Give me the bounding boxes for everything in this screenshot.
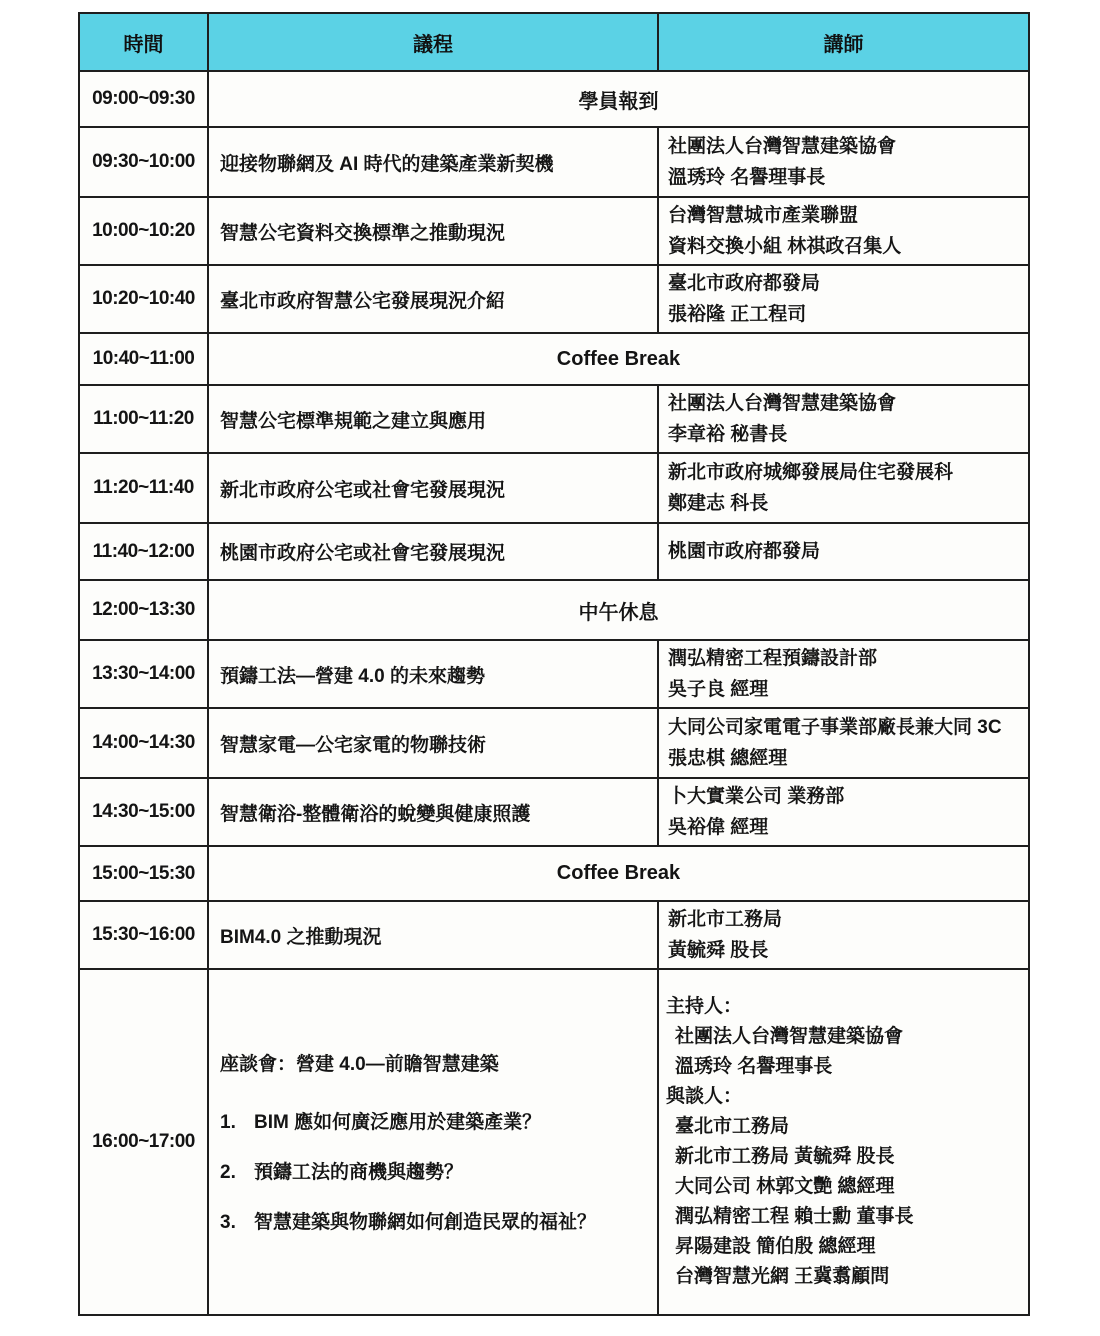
header-row [79,13,1029,71]
time-cell: 14:30~15:00 [79,778,208,846]
speaker-person: 吳子良 經理 [668,679,769,700]
speaker-person: 李章裕 秘書長 [668,424,788,445]
header-cell-agenda: 議程 [208,13,658,71]
agenda-cell: 智慧衛浴-整體衛浴的蛻變與健康照護 [208,778,658,846]
table-row [79,197,1029,265]
table-row [79,778,1029,846]
table-row [79,523,1029,580]
agenda-cell: 智慧公宅資料交換標準之推動現況 [208,197,658,265]
panel-question-number: 2. [220,1161,236,1183]
speaker-person: 鄭建志 科長 [668,493,769,514]
time-cell: 11:00~11:20 [79,385,208,453]
time-cell: 10:20~10:40 [79,265,208,333]
time-cell: 12:00~13:30 [79,580,208,640]
table-row [79,901,1029,969]
speaker-org: 潤弘精密工程預鑄設計部 [668,648,878,669]
speaker-person: 張裕隆 正工程司 [668,304,807,325]
agenda-cell: 新北市政府公宅或社會宅發展現況 [208,453,658,523]
speaker-person: 吳裕偉 經理 [668,817,769,838]
time-cell: 10:40~11:00 [79,333,208,385]
speaker-cell [658,127,1029,197]
speaker-org: 新北市工務局 [668,909,783,930]
panel-agenda-cell [208,969,658,1315]
panel-role-label: 主持人： [666,996,743,1017]
time-cell: 11:20~11:40 [79,453,208,523]
agenda-cell: 迎接物聯網及 AI 時代的建築產業新契機 [208,127,658,197]
table-row [79,385,1029,453]
header-cell-time: 時間 [79,13,208,71]
agenda-cell: 預鑄工法—營建 4.0 的未來趨勢 [208,640,658,708]
speaker-org: 桃園市政府都發局 [668,541,821,562]
speaker-person: 張忠棋 總經理 [668,748,788,769]
speaker-cell [658,385,1029,453]
panel-question-text: 預鑄工法的商機與趨勢？ [254,1161,464,1183]
time-cell: 11:40~12:00 [79,523,208,580]
schedule-table [78,12,1030,1316]
time-cell: 16:00~17:00 [79,969,208,1315]
table-row [79,640,1029,708]
table-row [79,127,1029,197]
panel-speaker-line: 臺北市工務局 [675,1116,790,1137]
table-row [79,708,1029,778]
agenda-cell: 智慧家電—公宅家電的物聯技術 [208,708,658,778]
table-row [79,453,1029,523]
speaker-person: 資料交換小組 林祺政召集人 [668,236,902,257]
speaker-org: 台灣智慧城市產業聯盟 [668,205,859,226]
speaker-cell [658,708,1029,778]
panel-question-text: 智慧建築與物聯網如何創造民眾的福祉？ [254,1211,597,1233]
table-row-coffee-break-1 [79,333,1029,385]
panel-speaker-line: 台灣智慧光網 王冀翥顧問 [675,1266,890,1287]
panel-speaker-line: 大同公司 林郭文艷 總經理 [675,1176,895,1197]
time-cell: 15:30~16:00 [79,901,208,969]
agenda-cell: 智慧公宅標準規範之建立與應用 [208,385,658,453]
panel-question [220,1160,649,1186]
speaker-org: 卜大實業公司 業務部 [668,786,845,807]
time-cell: 09:00~09:30 [79,71,208,127]
table-row [79,265,1029,333]
span-cell-coffee-break: Coffee Break [208,846,1029,901]
speaker-cell [658,197,1029,265]
time-cell: 15:00~15:30 [79,846,208,901]
panel-speaker-line: 溫琇玲 名譽理事長 [675,1056,833,1077]
speaker-person: 溫琇玲 名譽理事長 [668,167,826,188]
span-cell-registration: 學員報到 [208,71,1029,127]
speaker-cell [658,453,1029,523]
speaker-org: 社團法人台灣智慧建築協會 [668,136,897,157]
panel-speaker-line: 潤弘精密工程 賴士勳 董事長 [675,1206,914,1227]
speaker-org: 社團法人台灣智慧建築協會 [668,393,897,414]
panel-title: 座談會：營建 4.0—前瞻智慧建築 [220,1053,499,1075]
panel-speaker-cell [658,969,1029,1315]
time-cell: 09:30~10:00 [79,127,208,197]
panel-question-number: 1. [220,1111,236,1133]
speaker-org: 臺北市政府都發局 [668,273,821,294]
table-row-panel [79,969,1029,1315]
speaker-person: 黃毓舜 股長 [668,940,769,961]
panel-role-label: 與談人： [666,1086,743,1107]
span-cell-coffee-break: Coffee Break [208,333,1029,385]
speaker-org: 大同公司家電電子事業部廠長兼大同 3C [668,717,1002,738]
panel-speaker-line: 新北市工務局 黃毓舜 股長 [675,1146,895,1167]
speaker-org: 新北市政府城鄉發展局住宅發展科 [668,462,954,483]
panel-speaker-line: 昇陽建設 簡伯殷 總經理 [675,1236,876,1257]
header-cell-speaker: 講師 [658,13,1029,71]
speaker-cell [658,901,1029,969]
time-cell: 10:00~10:20 [79,197,208,265]
speaker-cell [658,265,1029,333]
speaker-cell [658,640,1029,708]
panel-question [220,1210,649,1236]
table-row-coffee-break-2 [79,846,1029,901]
table-row-registration [79,71,1029,127]
table-row-lunch [79,580,1029,640]
speaker-cell [658,523,1029,580]
agenda-cell: 臺北市政府智慧公宅發展現況介紹 [208,265,658,333]
speaker-cell [658,778,1029,846]
agenda-cell: 桃園市政府公宅或社會宅發展現況 [208,523,658,580]
schedule-table-wrap [78,12,1030,1316]
span-cell-lunch: 中午休息 [208,580,1029,640]
panel-question [220,1110,649,1136]
panel-speaker-line: 社團法人台灣智慧建築協會 [675,1026,904,1047]
time-cell: 14:00~14:30 [79,708,208,778]
time-cell: 13:30~14:00 [79,640,208,708]
agenda-cell: BIM4.0 之推動現況 [208,901,658,969]
panel-question-number: 3. [220,1211,236,1233]
panel-question-text: BIM 應如何廣泛應用於建築產業？ [254,1111,542,1133]
